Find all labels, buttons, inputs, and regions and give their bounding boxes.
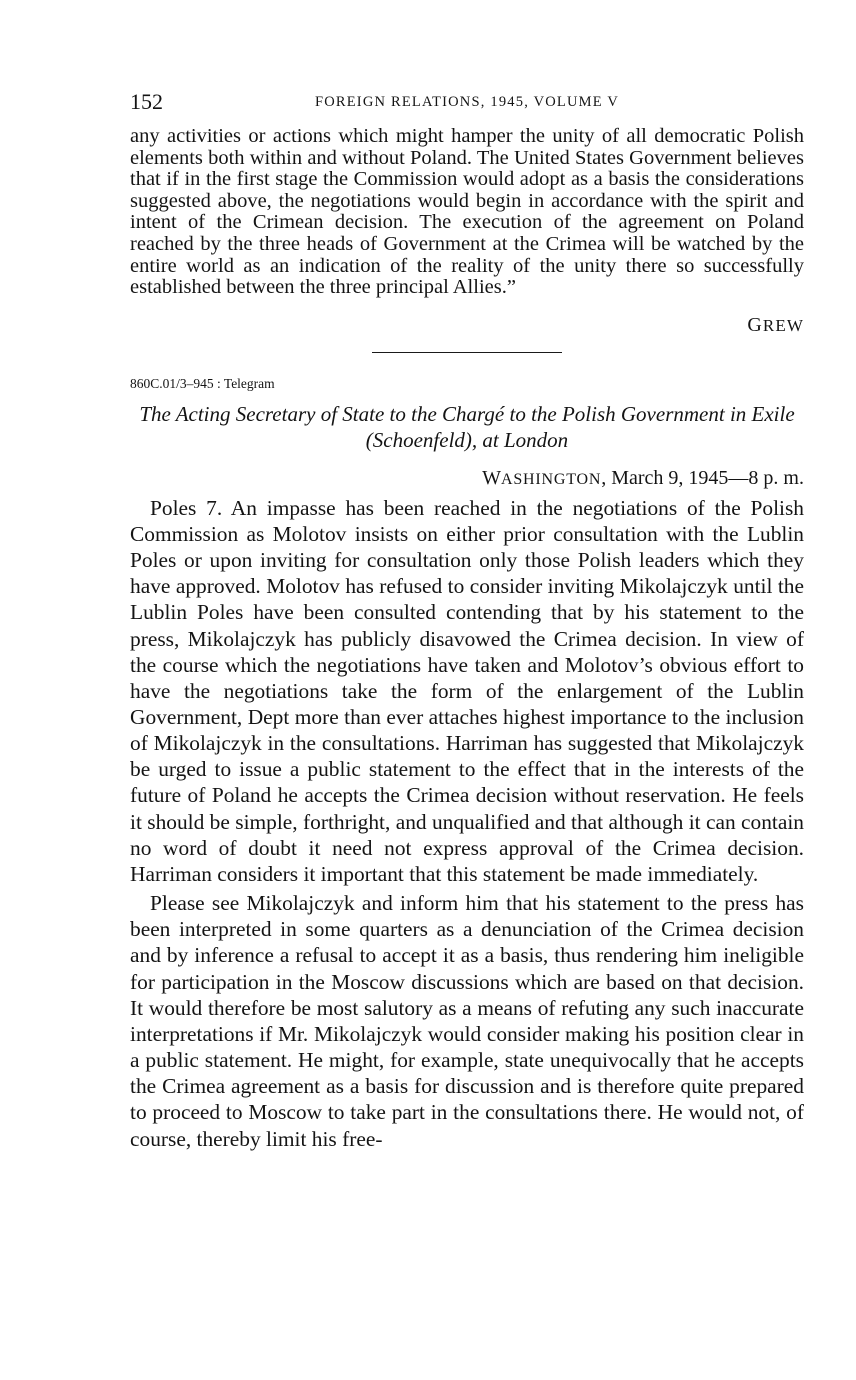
dateline-place: ASHINGTON (500, 470, 602, 488)
signature-initial: G (747, 313, 763, 336)
document-page (130, 88, 804, 1152)
dateline-date: , March 9, 1945—8 p. m. (601, 466, 804, 489)
signature (130, 313, 804, 338)
body-paragraph: Poles 7. An impasse has been reached in the negotiations of the Polish Commission as Molotov insists on either prior consultation with the Lublin Poles or upon inviting for consultation only those Polish leaders which they have approved. Molotov has refused to consider inviting Mikolajczyk until the Lublin Poles have been consulted contending that by his statement to the press, Mikolajczyk has publicly disavowed the Crimea decision. In view of the course which the negotiations have taken and Molotov’s obvious effort to have the negotiations take the form of the enlargement of the Lublin Government, Dept more than ever attaches highest importance to the inclusion of Mikolajczyk in the consultations. Harriman has suggested that Mikolajczyk be urged to issue a public statement to the effect that in the interests of the future of Poland he accepts the Crimea decision without reservation. He feels it should be simple, forthright, and unqualified and that although it can contain no word of doubt it need not express approval of the Crimea decision. Harriman considers it important that this statement be made immediately. (130, 495, 804, 886)
running-title: FOREIGN RELATIONS, 1945, VOLUME V (314, 94, 620, 110)
section-divider (372, 352, 562, 353)
file-reference: 860C.01/3–945 : Telegram (130, 375, 275, 391)
running-header (130, 88, 804, 116)
signature-rest: REW (762, 315, 804, 335)
document-heading: The Acting Secretary of State to the Chargé to the Polish Government in Exile (Schoenfeld), at London (139, 401, 795, 452)
previous-document-text: any activities or actions which might hamper the unity of all democratic Polish elements both within and without Poland. The United States Government believes that if in the first stage the Commission would adopt as a basis the considerations suggested above, the negotiations would begin in accordance with the spirit and intent of the Crimean decision. The execution of the agreement on Poland reached by the three heads of Government at the Crimea will be watched by the entire world as an indication of the reality of the unity there so successfully established between the three principal Allies.” (130, 125, 804, 299)
body-paragraph: Please see Mikolajczyk and inform him that his statement to the press has been interpreted in some quarters as a denunciation of the Crimea decision and by inference a refusal to accept it as a basis, thus rendering him ineligible for participation in the Moscow discussions which are based on that decision. It would therefore be most salutory as a means of refuting any such inaccurate interpretations if Mr. Mikolajczyk would consider making his position clear in a public statement. He might, for example, state unequivocally that he accepts the Crimea agreement as a basis for discussion and is therefore quite prepared to proceed to Moscow to take part in the consultations there. He would not, of course, thereby limit his free- (130, 891, 804, 1151)
dateline (130, 465, 804, 493)
page-number: 152 (130, 89, 163, 114)
dateline-place-initial: W (482, 466, 501, 489)
